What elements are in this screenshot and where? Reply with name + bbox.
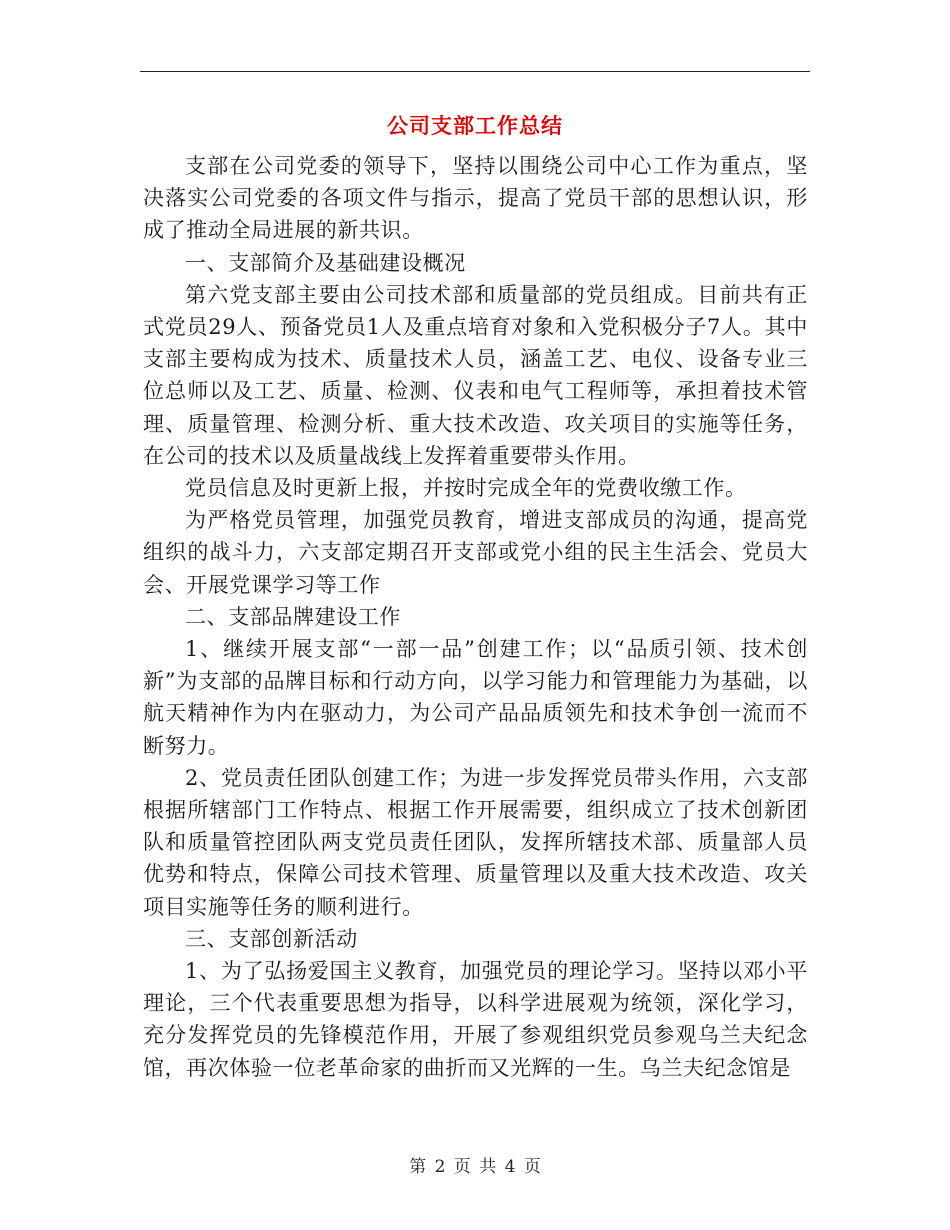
body-paragraph: 1、为了弘扬爱国主义教育，加强党员的理论学习。坚持以邓小平理论，三个代表重要思想为指导，以科学进展观为统领，深化学习，充分发挥党员的先锋模范作用，开展了参观组织党员参观乌兰夫纪念馆，再次体验一位老革命家的曲折而又光辉的一生。乌兰夫纪念馆是 [143, 959, 808, 1080]
body-paragraph: 1、继续开展支部“一部一品”创建工作；以“品质引领、技术创新”为支部的品牌目标和行动方向，以学习能力和管理能力为基础，以航天精神作为内在驱动力，为公司产品品质领先和技术争创一流而不断努力。 [143, 637, 808, 758]
document-body [143, 150, 808, 1084]
intro-paragraph: 支部在公司党委的领导下，坚持以围绕公司中心工作为重点，坚决落实公司党委的各项文件与指示，提高了党员干部的思想认识，形成了推动全局进展的新共识。 [143, 154, 808, 243]
page-number-footer: 第 2 页 共 4 页 [409, 1157, 541, 1177]
body-paragraph: 党员信息及时更新上报，并按时完成全年的党费收缴工作。 [185, 476, 747, 501]
section-heading-3: 三、支部创新活动 [185, 926, 358, 951]
body-paragraph: 2、党员责任团队创建工作；为进一步发挥党员带头作用，六支部根据所辖部门工作特点、根据工作开展需要，组织成立了技术创新团队和质量管控团队两支党员责任团队，发挥所辖技术部、质量部人员优势和特点，保障公司技术管理、质量管理以及重大技术改造、攻关项目实施等任务的顺利进行。 [143, 765, 808, 919]
section-heading-1: 一、支部简介及基础建设概况 [185, 250, 466, 275]
section-heading-2: 二、支部品牌建设工作 [185, 604, 401, 629]
header-rule [140, 71, 810, 72]
body-paragraph: 为严格党员管理，加强党员教育，增进支部成员的沟通，提高党组织的战斗力，六支部定期召开支部或党小组的民主生活会、党员大会、开展党课学习等工作 [143, 508, 808, 597]
document-title: 公司支部工作总结 [387, 113, 563, 138]
body-paragraph: 第六党支部主要由公司技术部和质量部的党员组成。目前共有正式党员29人、预备党员1人及重点培育对象和入党积极分子7人。其中支部主要构成为技术、质量技术人员，涵盖工艺、电仪、设备专业三位总师以及工艺、质量、检测、仪表和电气工程师等，承担着技术管理、质量管理、检测分析、重大技术改造、攻关项目的实施等任务，在公司的技术以及质量战线上发挥着重要带头作用。 [143, 282, 808, 468]
